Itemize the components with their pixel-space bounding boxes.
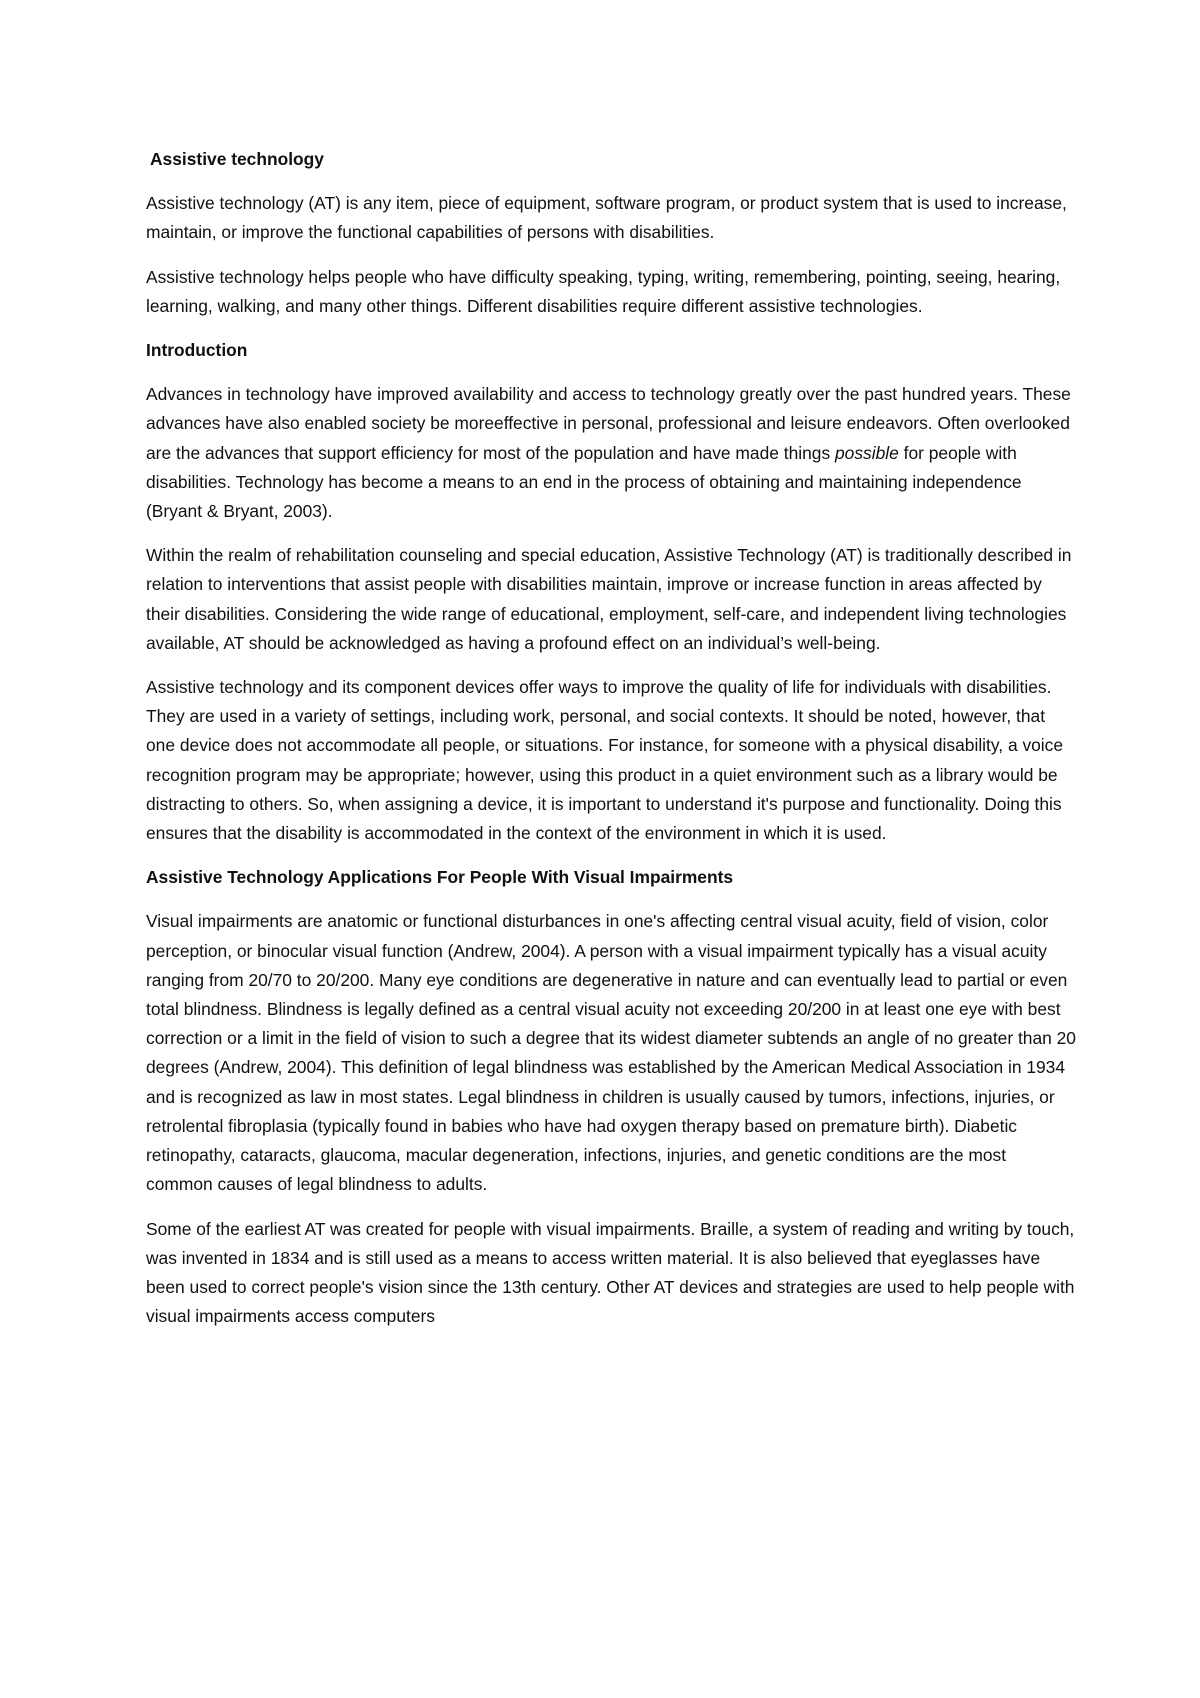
section-heading-introduction: Introduction	[146, 340, 248, 361]
section-heading-visual-impairments: Assistive Technology Applications For People With Visual Impairments	[146, 867, 734, 888]
paragraph-text: Visual impairments are anatomic or functional disturbances in one's affecting central visual acuity, field of vision, color perception, or binocular visual function (Andrew, 2004). A person with a visual impairment typically has a visual acuity ranging from 20/70 to 20/200. Many eye conditions are degenerative in nature and can eventually lead to partial or even total blindness. Blindness is legally defined as a central visual acuity not exceeding 20/200 in at least one eye with best correction or a limit in the field of vision to such a degree that its widest diameter subtends an angle of no greater than 20 degrees (Andrew, 2004). This definition of legal blindness was established by the American Medical Association in 1934 and is recognized as law in most states. Legal blindness in children is usually caused by tumors, infections, injuries, or retrolental fibroplasia (typically found in babies who have had oxygen therapy based on premature birth). Diabetic retinopathy, cataracts, glaucoma, macular degeneration, infections, injuries, and genetic conditions are the most common causes of legal blindness to adults.	[146, 911, 1076, 1195]
paragraph-text: Assistive technology and its component devices offer ways to improve the quality of life for individuals with disabilities. They are used in a variety of settings, including work, personal, and social contexts. It should be noted, however, that one device does not accommodate all people, or situations. For instance, for someone with a physical disability, a voice recognition program may be appropriate; however, using this product in a quiet environment such as a library would be distracting to others. So, when assigning a device, it is important to understand it's purpose and functionality. Doing this ensures that the disability is accommodated in the context of the environment in which it is used.	[146, 677, 1064, 844]
intro-paragraph-uses	[146, 263, 1076, 321]
visual-impairments-paragraph-1	[146, 907, 1076, 1199]
document-title: Assistive technology	[150, 149, 324, 169]
paragraph-text-part: for people with disabilities. Technology has become a means to an end in the process of obtaining and maintaining independence (Bryant & Bryant, 2003).	[146, 442, 1022, 522]
paragraph-text-part: Advances in technology have improved availability and access to technology greatly over the past hundred years. These advances have also enabled society be moreeffective in personal, professional and leisure endeavors. Often overlooked are the advances that support efficiency for most of the population and have made things	[146, 384, 1071, 463]
paragraph-text: Within the realm of rehabilitation counseling and special education, Assistive Technology (AT) is traditionally described in relation to interventions that assist people with disabilities maintain, improve or increase function in areas affected by their disabilities. Considering the wide range of educational, employment, self-care, and independent living technologies available, AT should be acknowledged as having a profound effect on an individual’s well-being.	[146, 545, 1072, 653]
intro-paragraph-definition	[146, 189, 1076, 247]
paragraph-text: Some of the earliest AT was created for people with visual impairments. Braille, a system of reading and writing by touch, was invented in 1834 and is still used as a means to access written material. It is also believed that eyeglasses have been used to correct people's vision since the 13th century. Other AT devices and strategies are used to help people with visual impairments access computers	[146, 1218, 1075, 1327]
introduction-paragraph-3	[146, 673, 1076, 848]
paragraph-text: Assistive technology helps people who have difficulty speaking, typing, writing, remembering, pointing, seeing, hearing, learning, walking, and many other things. Different disabilities require different assistive technologies.	[146, 266, 1061, 316]
document-body	[146, 145, 1076, 1346]
paragraph-text	[146, 380, 1076, 526]
introduction-paragraph-2	[146, 541, 1076, 658]
introduction-paragraph-1	[146, 380, 1076, 526]
visual-impairments-paragraph-2	[146, 1215, 1076, 1332]
emphasized-word: possible	[834, 442, 899, 463]
paragraph-text: Assistive technology (AT) is any item, piece of equipment, software program, or product system that is used to increase, maintain, or improve the functional capabilities of persons with disabilities.	[146, 193, 1067, 243]
